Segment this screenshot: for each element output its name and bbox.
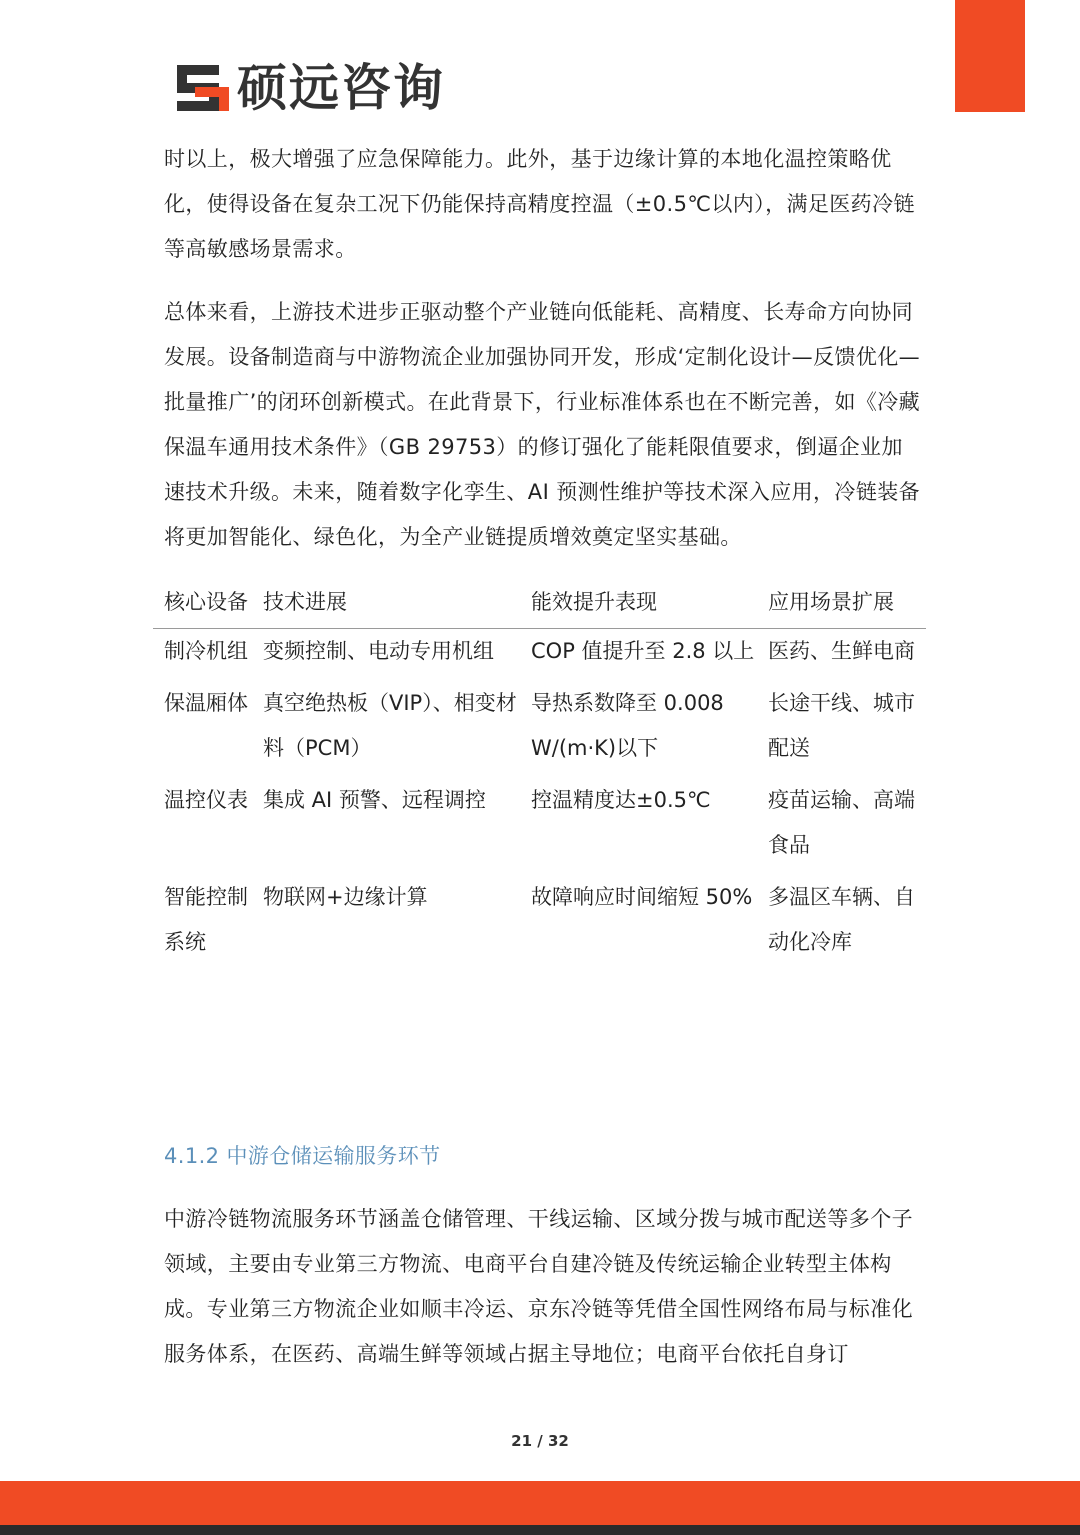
table-cell: 疫苗运输、高端食品 (768, 788, 915, 857)
table-cell: 真空绝热板（VIP）、相变材料（PCM） (263, 691, 517, 760)
table-row (153, 778, 926, 875)
table-cell: COP 值提升至 2.8 以上 (531, 639, 755, 663)
table-cell: 物联网+边缘计算 (263, 885, 428, 909)
intro-paragraph: 时以上，极大增强了应急保障能力。此外，基于边缘计算的本地化温控策略优化，使得设备在复杂工况下仍能保持高精度控温（±0.5℃以内），满足医药冷链等高敏感场景需求。 (164, 147, 915, 261)
equipment-table (153, 580, 926, 972)
table-row (153, 875, 926, 972)
table-cell: 制冷机组 (164, 639, 248, 663)
table-cell: 智能控制系统 (164, 885, 248, 954)
table-row (153, 681, 926, 778)
table-cell: 温控仪表 (164, 788, 248, 812)
section-heading: 4.1.2 中游仓储运输服务环节 (164, 1144, 441, 1168)
table-header-row (153, 580, 926, 629)
footer-dark-strip (0, 1525, 1080, 1535)
header-tech-progress: 技术进展 (263, 590, 347, 614)
brand-name: 硕远咨询 (237, 59, 445, 117)
page-number: 21 / 32 (511, 1432, 569, 1450)
brand-logo (175, 60, 445, 116)
midstream-paragraph: 中游冷链物流服务环节涵盖仓储管理、干线运输、区域分拨与城市配送等多个子领域，主要由专业第三方物流、电商平台自建冷链及传统运输企业转型主体构成。专业第三方物流企业如顺丰冷运、京东冷链等凭借全国性网络布局与标准化服务体系，在医药、高端生鲜等领域占据主导地位；电商平台依托自身订 (164, 1207, 913, 1366)
logo-s-mark-icon (175, 63, 231, 113)
header-application: 应用场景扩展 (768, 590, 894, 614)
table-cell: 导热系数降至 0.008 W/(m·K)以下 (531, 691, 724, 760)
table-cell: 长途干线、城市配送 (768, 691, 915, 760)
table-cell: 多温区车辆、自动化冷库 (768, 885, 915, 954)
table-cell: 集成 AI 预警、远程调控 (263, 788, 486, 812)
table-cell: 医药、生鲜电商 (768, 639, 915, 663)
table-cell: 故障响应时间缩短 50% (531, 885, 753, 909)
footer-accent-bar (0, 1481, 1080, 1525)
header-core-equipment: 核心设备 (164, 590, 248, 614)
table-row (153, 629, 926, 682)
table-cell: 控温精度达±0.5℃ (531, 788, 711, 812)
corner-accent-block (955, 0, 1025, 112)
header-efficiency: 能效提升表现 (531, 590, 657, 614)
summary-paragraph: 总体来看，上游技术进步正驱动整个产业链向低能耗、高精度、长寿命方向协同发展。设备制造商与中游物流企业加强协同开发，形成‘定制化设计—反馈优化—批量推广’的闭环创新模式。在此背景下，行业标准体系也在不断完善，如《冷藏保温车通用技术条件》（GB 29753）的修订强化了能耗限值要求，倒逼企业加速技术升级。未来，随着数字化孪生、AI 预测性维护等技术深入应用，冷链装备将更加智能化、绿色化，为全产业链提质增效奠定坚实基础。 (164, 300, 921, 549)
table-cell: 变频控制、电动专用机组 (263, 639, 494, 663)
table-cell: 保温厢体 (164, 691, 248, 715)
